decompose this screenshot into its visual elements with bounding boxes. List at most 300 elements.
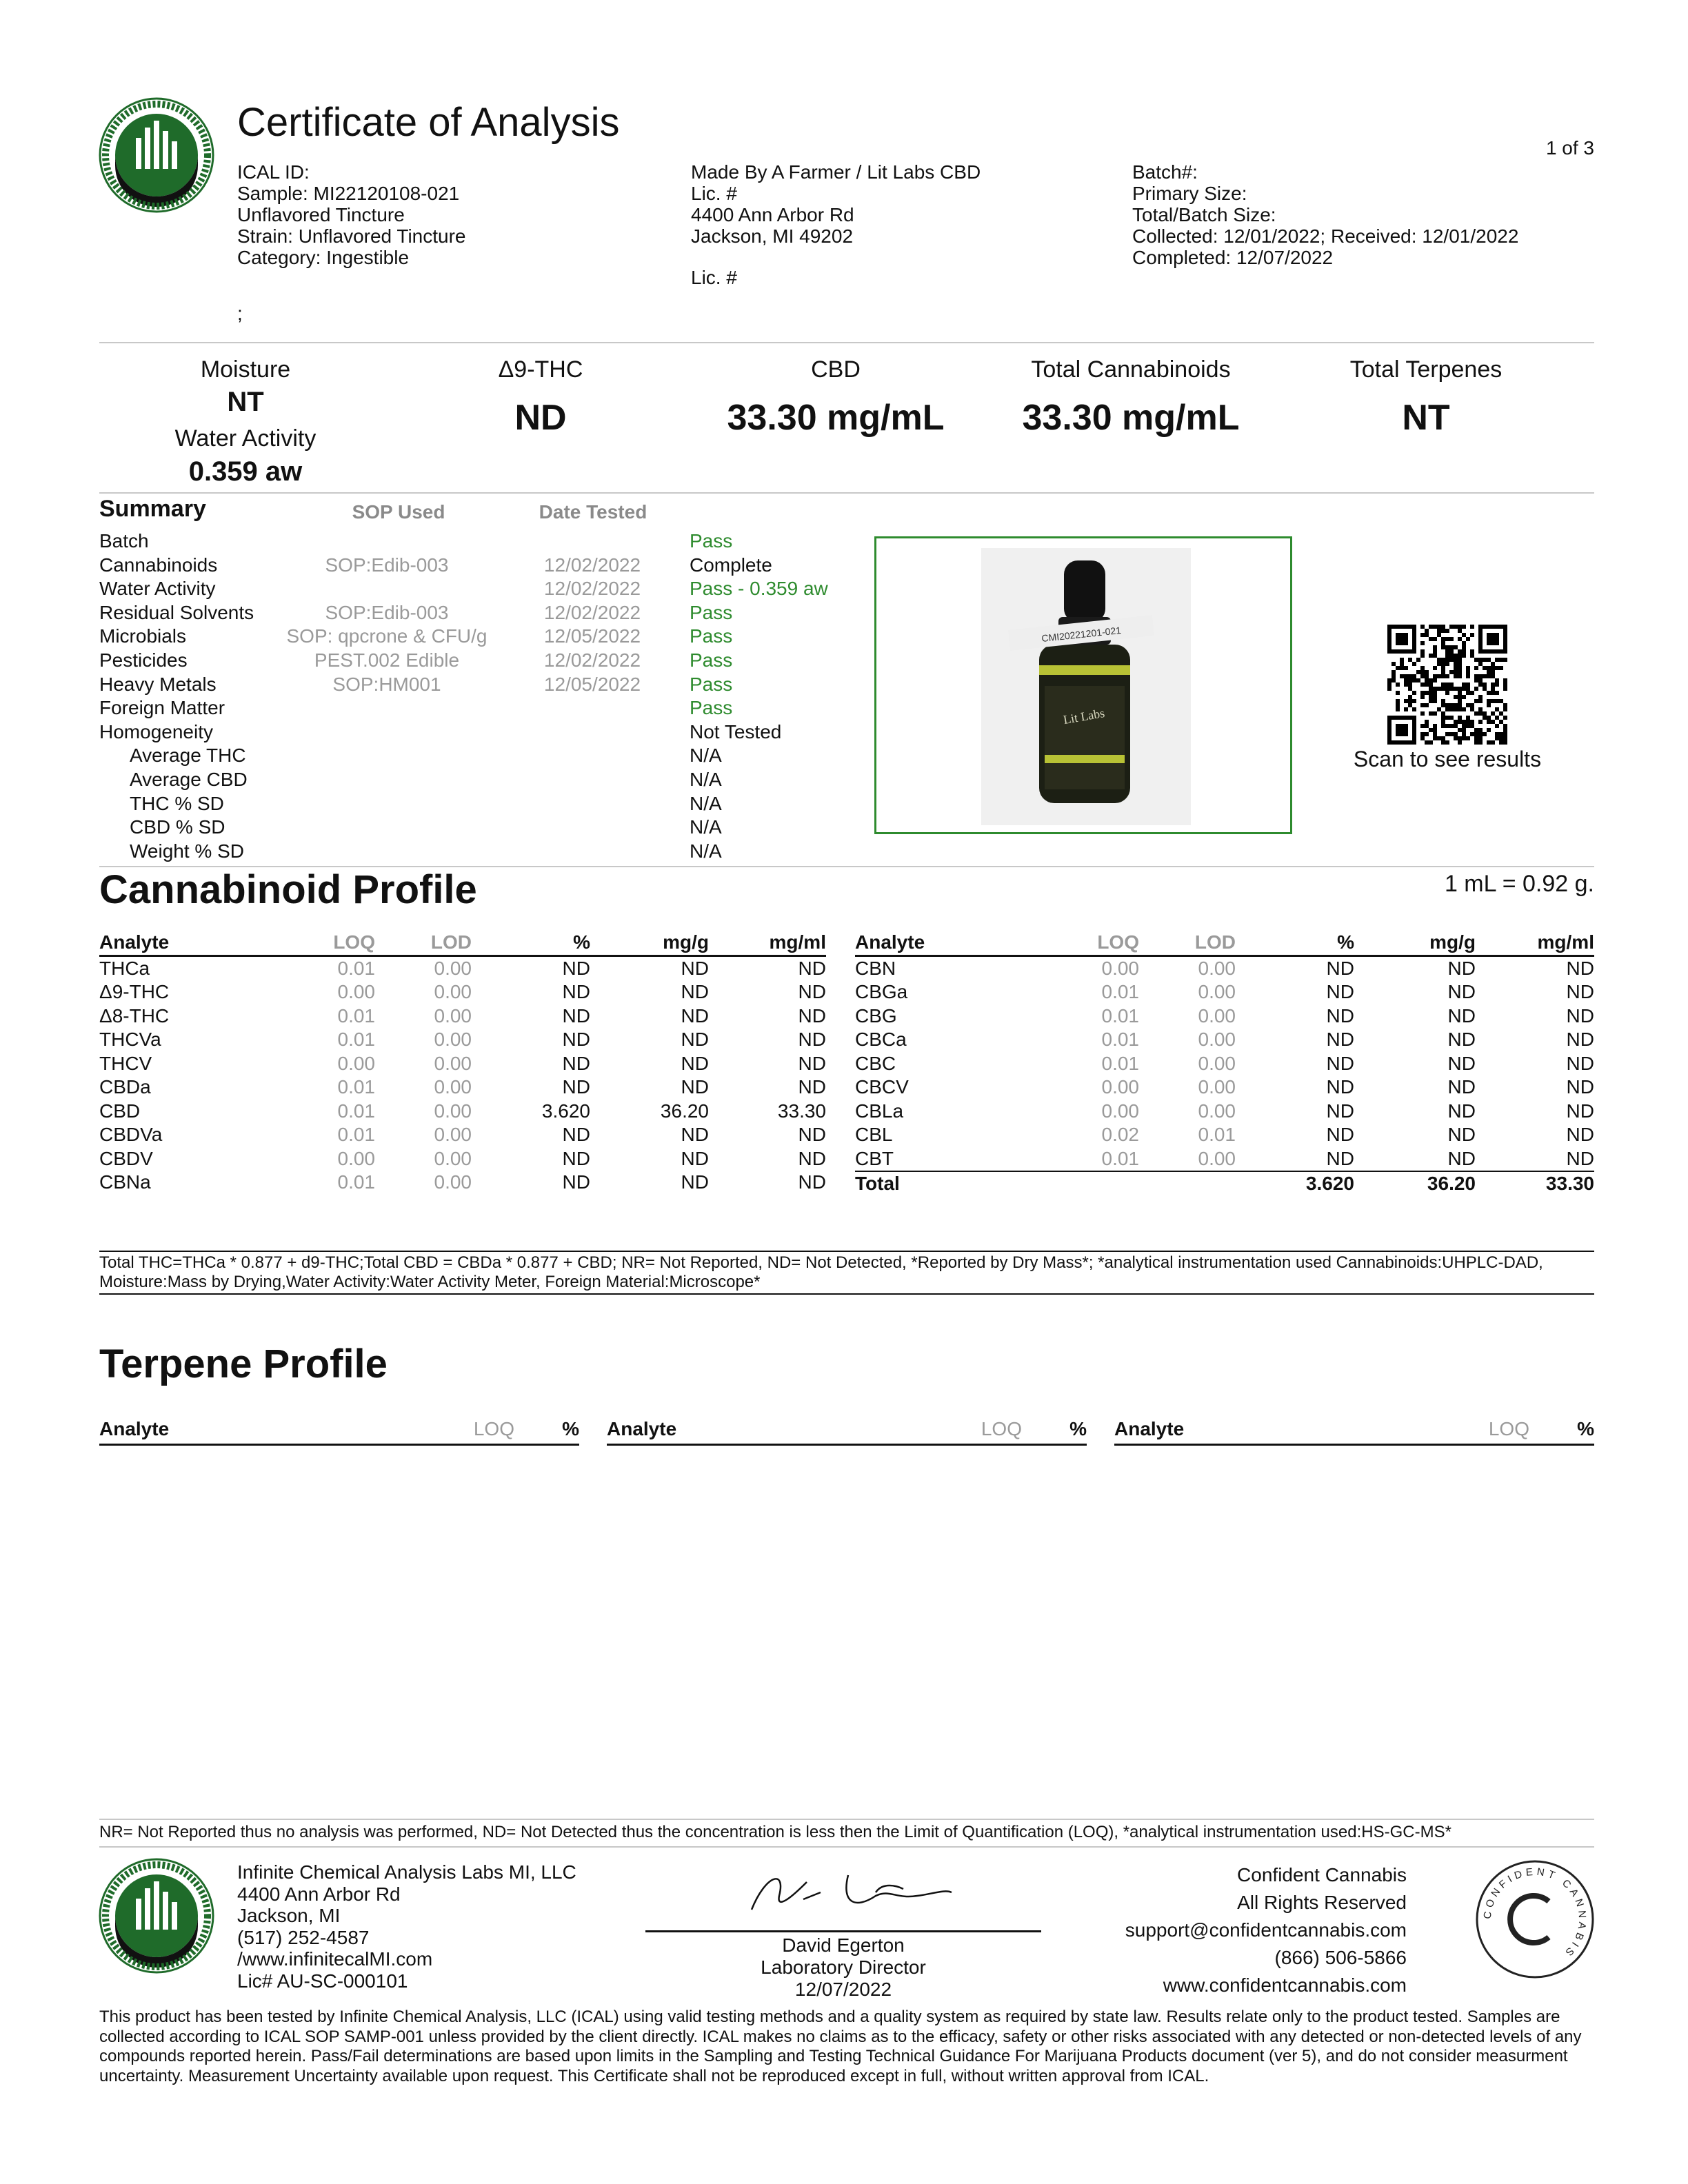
completed-date: Completed: 12/07/2022 — [1132, 247, 1334, 268]
summary-test-name: Water Activity — [99, 578, 216, 600]
terpene-header-loq: LOQ — [946, 1417, 1022, 1445]
cannabinoid-row — [855, 1100, 1594, 1124]
lab-info — [237, 1861, 576, 1992]
cannabinoid-cell-analyte: CBLa — [855, 1100, 904, 1122]
cannabinoid-cell-loq: 0.00 — [337, 1147, 375, 1169]
cannabinoid-cell-analyte: CBDa — [99, 1076, 151, 1098]
cannabinoid-cell-mgg: 36.20 — [1354, 1171, 1476, 1196]
summary-test-name: THC % SD — [130, 792, 224, 814]
cannabinoid-cell-mgg: ND — [1447, 1052, 1476, 1074]
summary-table — [99, 529, 830, 863]
cannabinoid-table-right — [855, 931, 1594, 1196]
lab-street: 4400 Ann Arbor Rd — [237, 1883, 401, 1905]
cannabinoid-row — [99, 1004, 826, 1029]
cannabinoid-cell-mgml: ND — [798, 957, 826, 979]
cannabinoid-cell-lod: 0.00 — [434, 981, 472, 1002]
client-info — [691, 161, 981, 247]
cannabinoid-row — [99, 1171, 826, 1195]
cannabinoid-cell-mgml: ND — [1566, 1100, 1594, 1122]
thc-stat — [403, 356, 679, 441]
category: Category: Ingestible — [237, 247, 410, 268]
cannabinoid-cell-mgg: ND — [681, 957, 709, 979]
summary-row — [99, 649, 830, 673]
cannabinoid-cell-pct: ND — [562, 1124, 590, 1145]
summary-test-name: Residual Solvents — [99, 601, 254, 623]
cannabinoid-cell-mgml: ND — [1566, 1147, 1594, 1169]
summary-test-name: Average THC — [130, 745, 246, 767]
summary-test-name: CBD % SD — [130, 816, 225, 838]
summary-date: 12/02/2022 — [543, 578, 641, 600]
cannabinoid-cell-analyte: CBN — [855, 957, 896, 979]
summary-result: Complete — [690, 554, 772, 576]
cannabinoid-cell-mgg: ND — [681, 1029, 709, 1050]
page-title: Certificate of Analysis — [237, 100, 620, 145]
cannabinoid-cell-pct: 3.620 — [541, 1100, 590, 1122]
sample-name: Unflavored Tincture — [237, 204, 405, 225]
cannabinoid-cell-mgml: ND — [798, 1171, 826, 1193]
summary-sop — [279, 720, 495, 745]
summary-test-name: Homogeneity — [99, 720, 213, 742]
ical-id: ICAL ID: — [237, 161, 310, 183]
summary-sop: SOP:Edib-003 — [325, 554, 449, 576]
cannabinoid-cell-pct: ND — [1326, 1076, 1354, 1098]
terpene-table-3 — [1114, 1417, 1594, 1446]
cannabinoid-cell-pct: ND — [562, 1076, 590, 1098]
cannabinoid-cell-mgml: ND — [798, 1076, 826, 1098]
summary-result: N/A — [690, 840, 722, 862]
cannabinoid-cell-analyte: THCVa — [99, 1029, 161, 1050]
batch-size: Total/Batch Size: — [1132, 204, 1276, 225]
cannabinoid-row — [855, 1052, 1594, 1076]
batch-info — [1132, 161, 1518, 268]
cannabinoid-cell-mgg: ND — [1447, 1029, 1476, 1050]
cannabinoid-cell-pct: ND — [562, 957, 590, 979]
cc-website[interactable]: www.confidentcannabis.com — [1163, 1974, 1407, 1996]
svg-text:Lit Labs: Lit Labs — [1062, 705, 1106, 727]
density-note: 1 mL = 0.92 g. — [1444, 871, 1594, 897]
cannabinoid-cell-analyte: CBDVa — [99, 1124, 163, 1145]
summary-sop: SOP:Edib-003 — [325, 601, 449, 623]
cannabinoid-row — [855, 1004, 1594, 1029]
sample-info — [237, 161, 466, 268]
terpene-header-analyte: Analyte — [99, 1417, 439, 1445]
signer-info — [645, 1934, 1041, 2001]
cannabinoid-cell-analyte: CBNa — [99, 1171, 151, 1193]
cannabinoid-cell-mgml: ND — [798, 1052, 826, 1074]
summary-result: N/A — [690, 792, 722, 814]
cannabinoid-cell-pct: ND — [1326, 1004, 1354, 1027]
cannabinoid-row — [99, 1075, 826, 1100]
summary-result: Not Tested — [690, 720, 782, 742]
summary-sop: SOP:HM001 — [332, 673, 441, 695]
cannabinoid-row — [855, 980, 1594, 1004]
summary-date — [495, 720, 690, 745]
cannabinoid-cell-mgg: ND — [1447, 981, 1476, 1002]
summary-sop — [279, 577, 495, 601]
cannabinoid-cell-lod: 0.00 — [434, 957, 472, 979]
cannabinoid-row — [99, 1123, 826, 1147]
terpene-header-pct: % — [514, 1417, 579, 1445]
cannabinoid-header-mgg: mg/g — [590, 931, 709, 956]
summary-test-name: Heavy Metals — [99, 673, 217, 695]
cannabinoid-row — [855, 1147, 1594, 1172]
summary-result: Pass — [690, 673, 733, 695]
ical-logo — [98, 97, 215, 214]
moisture-label: Moisture — [200, 356, 291, 383]
cannabinoid-header-analyte: Analyte — [855, 931, 1014, 956]
cannabinoid-cell-mgml: 33.30 — [1476, 1171, 1594, 1196]
summary-row — [99, 601, 830, 625]
cannabinoid-cell-pct: 3.620 — [1236, 1171, 1354, 1196]
summary-sop — [279, 792, 495, 816]
cannabinoid-cell-mgml: ND — [798, 981, 826, 1002]
cannabinoid-profile-title: Cannabinoid Profile — [99, 867, 477, 912]
cannabinoid-cell-loq: 0.00 — [1101, 1100, 1139, 1122]
cannabinoid-cell-lod: 0.00 — [1198, 981, 1236, 1002]
cannabinoid-cell-mgg: ND — [1447, 957, 1476, 979]
cannabinoid-total-row — [855, 1171, 1594, 1196]
summary-test-name: Microbials — [99, 625, 187, 647]
cannabinoid-cell-mgml: ND — [798, 1124, 826, 1145]
cannabinoid-cell-analyte: THCV — [99, 1052, 152, 1074]
cannabinoid-cell-mgg: ND — [1447, 1124, 1476, 1145]
summary-date — [495, 696, 690, 720]
cannabinoid-cell-lod: 0.00 — [434, 1004, 472, 1027]
cannabinoid-header-pct: % — [1236, 931, 1354, 956]
cannabinoid-row — [855, 1028, 1594, 1052]
primary-size: Primary Size: — [1132, 183, 1247, 204]
cannabinoid-cell-mgml: ND — [1566, 1052, 1594, 1074]
summary-result: Pass — [690, 649, 733, 671]
cannabinoid-row — [99, 1100, 826, 1124]
summary-sop-header: SOP Used — [352, 501, 445, 523]
cannabinoid-cell-mgg: ND — [1447, 1004, 1476, 1027]
cannabinoid-cell-analyte: CBC — [855, 1052, 896, 1074]
cannabinoid-cell-mgml: 33.30 — [777, 1100, 826, 1122]
summary-date — [495, 840, 690, 864]
summary-result: Pass — [690, 697, 733, 719]
summary-date — [495, 792, 690, 816]
svg-text:CONFIDENT CANNABIS: CONFIDENT CANNABIS — [1481, 1866, 1589, 1961]
cannabinoid-cell-mgml: ND — [1566, 981, 1594, 1002]
summary-sop: SOP: qpcrone & CFU/g — [286, 625, 488, 647]
terpene-header-loq: LOQ — [1454, 1417, 1529, 1445]
summary-row — [99, 840, 830, 864]
signature-image — [738, 1861, 958, 1923]
cannabinoid-cell-loq: 0.00 — [337, 1052, 375, 1074]
cannabinoid-cell-loq: 0.01 — [1101, 1029, 1139, 1050]
terpene-header-analyte: Analyte — [607, 1417, 946, 1445]
cbd-stat — [698, 356, 974, 441]
cbd-label: CBD — [811, 356, 861, 383]
cannabinoid-cell-pct: ND — [562, 1029, 590, 1050]
tincture-bottle-image — [981, 548, 1191, 825]
summary-date: 12/05/2022 — [543, 673, 641, 695]
summary-row — [99, 625, 830, 649]
summary-sop — [279, 840, 495, 864]
cannabinoid-cell-lod: 0.00 — [1198, 957, 1236, 979]
cannabinoid-row — [855, 1075, 1594, 1100]
cannabinoid-cell-loq: 0.00 — [1101, 1076, 1139, 1098]
summary-date: 12/02/2022 — [543, 601, 641, 623]
signer-title: Laboratory Director — [761, 1957, 926, 1978]
total-cannabinoids-value: 33.30 mg/mL — [1022, 398, 1240, 438]
cannabinoid-cell-pct: ND — [1326, 1124, 1354, 1145]
summary-test-name: Average CBD — [130, 768, 248, 790]
cannabinoid-cell-analyte: CBGa — [855, 981, 908, 1002]
terpene-footnote: NR= Not Reported thus no analysis was performed, ND= Not Detected thus the concentration is less then the Limit of Quantification (LOQ), *analytical instrumentation used:HS-GC-MS* — [99, 1823, 1451, 1841]
cannabinoid-cell-loq — [1014, 1171, 1139, 1196]
summary-date-header: Date Tested — [539, 501, 647, 523]
cannabinoid-row — [99, 980, 826, 1004]
cannabinoid-cell-analyte: Δ9-THC — [99, 981, 170, 1002]
cannabinoid-cell-mgml: ND — [1566, 957, 1594, 979]
cannabinoid-cell-analyte: THCa — [99, 957, 150, 979]
cannabinoid-row — [99, 956, 826, 980]
lab-website[interactable]: /www.infinitecalMI.com — [237, 1948, 433, 1970]
cannabinoid-cell-mgml: ND — [1566, 1029, 1594, 1050]
cannabinoid-header-lod: LOD — [1139, 931, 1236, 956]
total-terpenes-label: Total Terpenes — [1349, 356, 1503, 383]
signature-line — [645, 1930, 1041, 1932]
terpene-header-pct: % — [1529, 1417, 1594, 1445]
terpene-table-2 — [607, 1417, 1087, 1446]
cannabinoid-cell-pct: ND — [562, 1147, 590, 1169]
qr-code[interactable] — [1387, 625, 1507, 745]
confident-cannabis-logo — [1474, 1859, 1596, 1980]
cannabinoid-header-mgml: mg/ml — [1476, 931, 1594, 956]
moisture-value: NT — [227, 387, 264, 418]
signer-name: David Egerton — [782, 1934, 905, 1956]
cannabinoid-cell-loq: 0.01 — [337, 1100, 375, 1122]
cannabinoid-cell-mgml: ND — [1566, 1004, 1594, 1027]
cannabinoid-cell-analyte: Δ8-THC — [99, 1004, 170, 1027]
summary-date — [495, 816, 690, 840]
summary-result: N/A — [690, 816, 722, 838]
terpene-profile-title: Terpene Profile — [99, 1342, 388, 1386]
cannabinoid-header-analyte: Analyte — [99, 931, 258, 956]
summary-test-name: Weight % SD — [130, 840, 244, 862]
collected-received: Collected: 12/01/2022; Received: 12/01/2022 — [1132, 225, 1519, 247]
summary-row — [99, 696, 830, 720]
cannabinoid-cell-loq: 0.00 — [1101, 957, 1139, 979]
cc-info — [1125, 1861, 1407, 1999]
cannabinoid-cell-lod: 0.00 — [1198, 1029, 1236, 1050]
thc-value: ND — [514, 398, 567, 438]
cannabinoid-cell-loq: 0.01 — [1101, 981, 1139, 1002]
total-cannabinoids-label: Total Cannabinoids — [1031, 356, 1231, 383]
disclaimer: This product has been tested by Infinite Chemical Analysis, LLC (ICAL) using valid testing methods and a quality system as required by state law. Results relate only to the product tested. Samples are collected according to ICAL SOP SAMP-001 unless provided by the client directly. ICAL makes no claims as to the efficacy, safety or other risks associated with any detected or non-detected levels of any compounds reported herein. Pass/Fail determinations are based upon limits in the Sampling and Testing Technical Guidance For Marijuana Products document (ver 5), and do not consider measurment uncertainty. Measurement Uncertainty available upon request. This Certificate shall not be reproduced except in full, without written approval from ICAL. — [99, 2008, 1582, 2085]
client-lic: Lic. # — [691, 183, 737, 204]
summary-test-name: Cannabinoids — [99, 554, 218, 576]
summary-test-name: Pesticides — [99, 649, 188, 671]
cannabinoid-cell-mgg: ND — [1447, 1076, 1476, 1098]
summary-date — [495, 768, 690, 792]
cannabinoid-cell-pct: ND — [1326, 1100, 1354, 1122]
product-photo-frame — [874, 536, 1292, 834]
summary-test-name: Foreign Matter — [99, 697, 225, 719]
total-cannabinoids-stat — [993, 356, 1269, 441]
cannabinoid-row — [855, 1123, 1594, 1147]
cannabinoid-cell-lod: 0.00 — [1198, 1076, 1236, 1098]
client-street: 4400 Ann Arbor Rd — [691, 204, 854, 225]
client-name: Made By A Farmer / Lit Labs CBD — [691, 161, 981, 183]
cannabinoid-cell-loq: 0.01 — [337, 1076, 375, 1098]
cc-rights: All Rights Reserved — [1237, 1892, 1407, 1913]
water-activity-label: Water Activity — [174, 425, 316, 452]
summary-sop — [279, 529, 495, 554]
summary-row — [99, 792, 830, 816]
cannabinoid-header-loq: LOQ — [258, 931, 375, 956]
summary-date: 12/02/2022 — [543, 554, 641, 576]
semicolon: ; — [237, 303, 243, 324]
client-lic-2: Lic. # — [691, 267, 737, 288]
cannabinoid-cell-loq: 0.01 — [337, 1029, 375, 1050]
signed-date: 12/07/2022 — [794, 1979, 892, 2000]
summary-row — [99, 720, 830, 745]
cannabinoid-cell-mgml: ND — [798, 1029, 826, 1050]
cannabinoid-cell-pct: ND — [562, 1004, 590, 1027]
cannabinoid-cell-mgml: ND — [798, 1147, 826, 1169]
cannabinoid-cell-mgml: ND — [798, 1004, 826, 1027]
qr-caption: Scan to see results — [1353, 747, 1542, 771]
moisture-stat — [108, 356, 383, 489]
cannabinoid-cell-pct: ND — [1326, 957, 1354, 979]
cannabinoid-cell-mgg: ND — [681, 1147, 709, 1169]
svg-text:CMI20221201-021: CMI20221201-021 — [1041, 624, 1122, 645]
cannabinoid-cell-analyte: CBDV — [99, 1147, 153, 1169]
cannabinoid-cell-mgg: ND — [681, 1171, 709, 1193]
cannabinoid-cell-pct: ND — [1326, 981, 1354, 1002]
product-photo — [981, 548, 1191, 825]
summary-result: Pass — [690, 601, 733, 623]
terpene-header-loq: LOQ — [439, 1417, 514, 1445]
summary-date — [495, 529, 690, 554]
cannabinoid-row — [855, 956, 1594, 980]
cannabinoid-cell-mgg: 36.20 — [660, 1100, 709, 1122]
lab-city: Jackson, MI — [237, 1905, 341, 1926]
cannabinoid-cell-mgg: ND — [681, 1124, 709, 1145]
cannabinoid-header-pct: % — [472, 931, 590, 956]
cannabinoid-cell-lod: 0.00 — [434, 1076, 472, 1098]
summary-result: Pass — [690, 625, 733, 647]
summary-date — [495, 744, 690, 768]
summary-result: N/A — [690, 768, 722, 790]
cannabinoid-header-loq: LOQ — [1014, 931, 1139, 956]
page-number: 1 of 3 — [1545, 137, 1594, 159]
summary-sop — [279, 816, 495, 840]
cannabinoid-cell-loq: 0.01 — [1101, 1004, 1139, 1027]
summary-test-name: Batch — [99, 530, 149, 552]
batch-number: Batch#: — [1132, 161, 1198, 183]
summary-row — [99, 768, 830, 792]
summary-row — [99, 529, 830, 554]
cc-phone: (866) 506-5866 — [1274, 1947, 1407, 1968]
cbd-value: 33.30 mg/mL — [727, 398, 945, 438]
cannabinoid-row — [99, 1147, 826, 1171]
cannabinoid-cell-mgml: ND — [1566, 1076, 1594, 1098]
lab-phone: (517) 252-4587 — [237, 1926, 370, 1948]
cannabinoid-cell-mgg: ND — [681, 1076, 709, 1098]
cannabinoid-cell-loq: 0.01 — [337, 1171, 375, 1193]
summary-row — [99, 816, 830, 840]
cannabinoid-cell-analyte: Total — [855, 1171, 1014, 1196]
cannabinoid-cell-pct: ND — [562, 1171, 590, 1193]
cannabinoid-cell-lod: 0.00 — [1198, 1052, 1236, 1074]
cannabinoid-cell-mgg: ND — [1447, 1100, 1476, 1122]
cannabinoid-cell-mgg: ND — [681, 981, 709, 1002]
ical-footer-logo — [98, 1857, 215, 1974]
sample-id: Sample: MI22120108-021 — [237, 183, 460, 204]
cannabinoid-cell-analyte: CBCV — [855, 1076, 909, 1098]
client-city: Jackson, MI 49202 — [691, 225, 854, 247]
cannabinoid-cell-loq: 0.02 — [1101, 1124, 1139, 1145]
summary-result: Pass - 0.359 aw — [690, 578, 828, 600]
cannabinoid-cell-analyte: CBCa — [855, 1029, 907, 1050]
cannabinoid-row — [99, 1052, 826, 1076]
cannabinoid-cell-lod: 0.01 — [1198, 1124, 1236, 1145]
summary-row — [99, 554, 830, 578]
cannabinoid-cell-pct: ND — [562, 1052, 590, 1074]
water-activity-value: 0.359 aw — [188, 456, 303, 487]
cannabinoid-cell-analyte: CBD — [99, 1100, 141, 1122]
cannabinoid-cell-lod — [1139, 1171, 1236, 1196]
summary-date: 12/02/2022 — [543, 649, 641, 671]
cannabinoid-cell-analyte: CBG — [855, 1004, 897, 1027]
cannabinoid-cell-analyte: CBT — [855, 1147, 894, 1169]
cannabinoid-footnote: Total THC=THCa * 0.877 + d9-THC;Total CBD = CBDa * 0.877 + CBD; NR= Not Reported, ND= Not Detected, *Reported by Dry Mass*; *analytical instrumentation used Cannabinoids:UHPLC-DAD, Moisture:Mass by Drying,Water Activity:Water Activity Meter, Foreign Material:Microscope* — [99, 1251, 1594, 1295]
lab-name: Infinite Chemical Analysis Labs MI, LLC — [237, 1861, 576, 1883]
cannabinoid-cell-mgg: ND — [681, 1052, 709, 1074]
cannabinoid-cell-loq: 0.00 — [337, 981, 375, 1002]
total-terpenes-stat — [1288, 356, 1564, 441]
cannabinoid-cell-pct: ND — [1326, 1147, 1354, 1169]
summary-sop: PEST.002 Edible — [314, 649, 460, 671]
qr-code-image — [1387, 625, 1507, 745]
cannabinoid-cell-pct: ND — [562, 981, 590, 1002]
cannabinoid-row — [99, 1028, 826, 1052]
cannabinoid-cell-mgml: ND — [1566, 1124, 1594, 1145]
cannabinoid-cell-pct: ND — [1326, 1029, 1354, 1050]
terpene-header-analyte: Analyte — [1114, 1417, 1454, 1445]
summary-date: 12/05/2022 — [543, 625, 641, 647]
cannabinoid-cell-lod: 0.00 — [1198, 1004, 1236, 1027]
cannabinoid-cell-analyte: CBL — [855, 1124, 893, 1145]
cannabinoid-table-left — [99, 931, 826, 1195]
cannabinoid-header-mgml: mg/ml — [709, 931, 826, 956]
summary-row — [99, 577, 830, 601]
cannabinoid-cell-mgg: ND — [1447, 1147, 1476, 1169]
cannabinoid-cell-lod: 0.00 — [434, 1124, 472, 1145]
cannabinoid-cell-loq: 0.01 — [1101, 1052, 1139, 1074]
total-terpenes-value: NT — [1402, 398, 1450, 438]
cannabinoid-cell-loq: 0.01 — [337, 957, 375, 979]
cannabinoid-cell-lod: 0.00 — [434, 1100, 472, 1122]
summary-result: N/A — [690, 745, 722, 767]
cannabinoid-header-mgg: mg/g — [1354, 931, 1476, 956]
cannabinoid-cell-loq: 0.01 — [337, 1004, 375, 1027]
cannabinoid-cell-lod: 0.00 — [434, 1029, 472, 1050]
cannabinoid-cell-lod: 0.00 — [1198, 1147, 1236, 1169]
summary-result: Pass — [690, 530, 733, 552]
cc-email[interactable]: support@confidentcannabis.com — [1125, 1919, 1407, 1941]
cannabinoid-cell-lod: 0.00 — [434, 1052, 472, 1074]
terpene-table-1 — [99, 1417, 579, 1446]
cannabinoid-cell-pct: ND — [1326, 1052, 1354, 1074]
cannabinoid-cell-lod: 0.00 — [434, 1147, 472, 1169]
summary-sop — [279, 744, 495, 768]
cannabinoid-cell-lod: 0.00 — [1198, 1100, 1236, 1122]
